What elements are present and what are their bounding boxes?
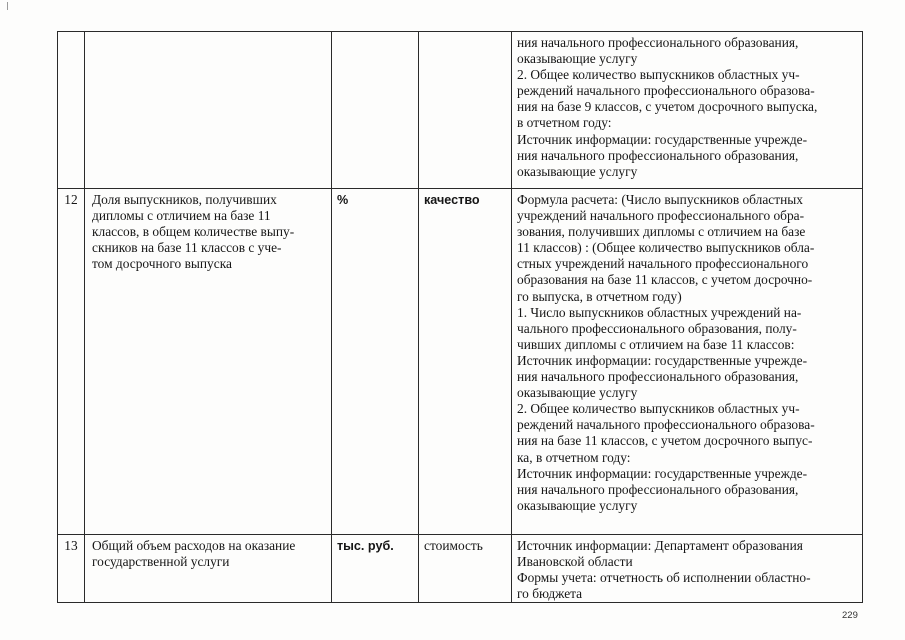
scan-artifact — [7, 2, 8, 10]
cell-indicator-name — [85, 189, 332, 535]
formula-and-source-text: ния начального профессионального образования, оказывающие услугу 2. Общее количество выпускников областных уч- реждений начального профессионального образова- ния на базе 9 классов, с учетом досрочного выпуска, в отчетном году: Источник информации: государственные учрежде- ния начального профессионального образования, оказывающие услугу — [517, 35, 818, 179]
cell-unit — [332, 189, 419, 535]
formula-and-source-text: Источник информации: Департамент образования Ивановской области Формы учета: отчетность об исполнении областно- го бюджета — [517, 538, 811, 602]
unit-of-measure: % — [337, 193, 349, 207]
indicator-name: Доля выпускников, получивших дипломы с отличием на базе 11 классов, в общем количестве выпу- скников на базе 11 классов с уче- том досрочного выпуска — [92, 192, 295, 272]
cell-indicator-name — [85, 32, 332, 189]
table-row-12 — [58, 189, 863, 535]
cell-number — [58, 535, 85, 603]
unit-of-measure: тыс. руб. — [337, 539, 394, 553]
cell-formula-source — [512, 189, 863, 535]
indicator-type: качество — [424, 193, 480, 207]
cell-unit — [332, 32, 419, 189]
indicator-type: стоимость — [424, 538, 483, 553]
table-row-continued — [58, 32, 863, 189]
cell-unit — [332, 535, 419, 603]
row-number: 12 — [64, 192, 78, 207]
cell-indicator-type — [419, 32, 512, 189]
cell-number — [58, 189, 85, 535]
page-number: 229 — [842, 610, 858, 621]
indicator-name: Общий объем расходов на оказание государственной услуги — [92, 538, 296, 570]
indicators-table — [57, 31, 863, 603]
formula-and-source-text: Формула расчета: (Число выпускников областных учреждений начального профессионального обра- зования, получивших дипломы с отличием на базе 11 классов) : (Общее количество выпускников обла- стных учреждений начального профессионального образования на базе 11 классов, с учетом досрочно- го выпуска, в отчетном году) 1. Число выпускников областных учреждений на- чального профессионального образования, полу- чивших дипломы с отличием на базе 11 классов: Источник информации: государственные учрежде- ния начального профессионального образования, оказывающие услугу 2. Общее количество выпускников областных уч- реждений начального профессионального образова- ния на базе 11 классов, с учетом досрочного выпус- ка, в отчетном году: Источник информации: государственные учрежде- ния начального профессионального образования, оказывающие услугу — [517, 192, 815, 513]
cell-indicator-type — [419, 189, 512, 535]
indicator-type — [419, 32, 511, 35]
cell-number — [58, 32, 85, 189]
unit-of-measure — [332, 32, 418, 35]
row-number — [58, 32, 84, 35]
row-number: 13 — [64, 538, 78, 553]
cell-indicator-type — [419, 535, 512, 603]
indicator-name — [85, 32, 331, 35]
table-row-13 — [58, 535, 863, 603]
cell-formula-source — [512, 535, 863, 603]
cell-formula-source — [512, 32, 863, 189]
cell-indicator-name — [85, 535, 332, 603]
